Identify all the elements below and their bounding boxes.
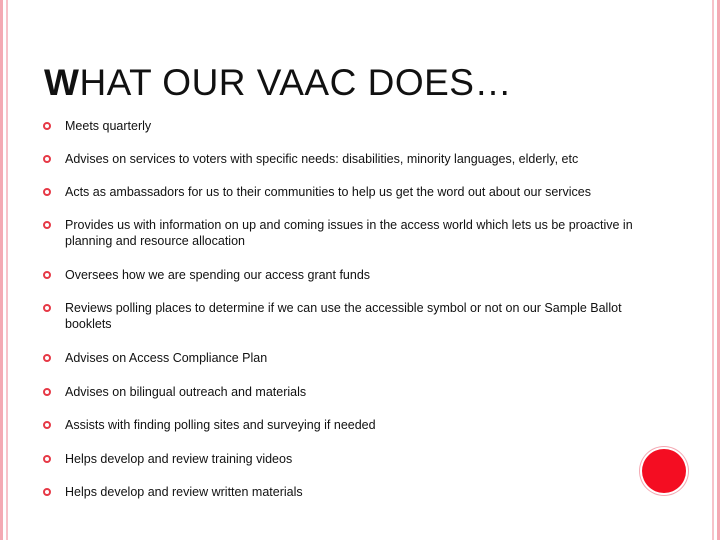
title-rest: HAT OUR VAAC DOES… [79, 62, 512, 103]
bullet-icon [43, 304, 51, 312]
bullet-icon [43, 122, 51, 130]
bullet-item [42, 151, 662, 167]
bullet-text: Helps develop and review training videos [65, 452, 293, 466]
bullet-item [42, 350, 662, 366]
bullet-text: Meets quarterly [65, 119, 152, 133]
bullet-item [42, 267, 662, 283]
bullet-item [42, 451, 662, 467]
title-first-letter: W [44, 62, 80, 103]
bullet-icon [43, 221, 51, 229]
bullet-text: Acts as ambassadors for us to their communities to help us get the word out about our services [65, 185, 591, 199]
bullet-item [42, 217, 662, 249]
bullet-text: Helps develop and review written materials [65, 485, 303, 499]
bullet-icon [43, 388, 51, 396]
bullet-text: Assists with finding polling sites and surveying if needed [65, 418, 376, 432]
bullet-icon [43, 271, 51, 279]
bullet-icon [43, 188, 51, 196]
bullet-item [42, 417, 662, 433]
bullet-list [42, 118, 662, 500]
bullet-text: Oversees how we are spending our access grant funds [65, 268, 371, 282]
bullet-icon [43, 155, 51, 163]
bullet-item [42, 300, 662, 332]
left-border-inner [6, 0, 8, 540]
decorative-red-circle [642, 449, 686, 493]
bullet-item [42, 484, 662, 500]
bullet-item [42, 184, 662, 200]
bullet-text: Provides us with information on up and coming issues in the access world which lets us be proactive in planning and resource allocation [65, 218, 633, 248]
slide-title [44, 62, 512, 104]
bullet-item [42, 384, 662, 400]
bullet-icon [43, 455, 51, 463]
bullet-text: Reviews polling places to determine if we can use the accessible symbol or not on our Sample Ballot booklets [65, 301, 622, 331]
right-border-inner [712, 0, 714, 540]
left-border-outer [0, 0, 3, 540]
bullet-text: Advises on services to voters with specific needs: disabilities, minority languages, elderly, etc [65, 152, 579, 166]
bullet-icon [43, 354, 51, 362]
bullet-item [42, 118, 662, 134]
bullet-text: Advises on Access Compliance Plan [65, 351, 268, 365]
bullet-icon [43, 421, 51, 429]
bullet-text: Advises on bilingual outreach and materials [65, 385, 307, 399]
bullet-icon [43, 488, 51, 496]
